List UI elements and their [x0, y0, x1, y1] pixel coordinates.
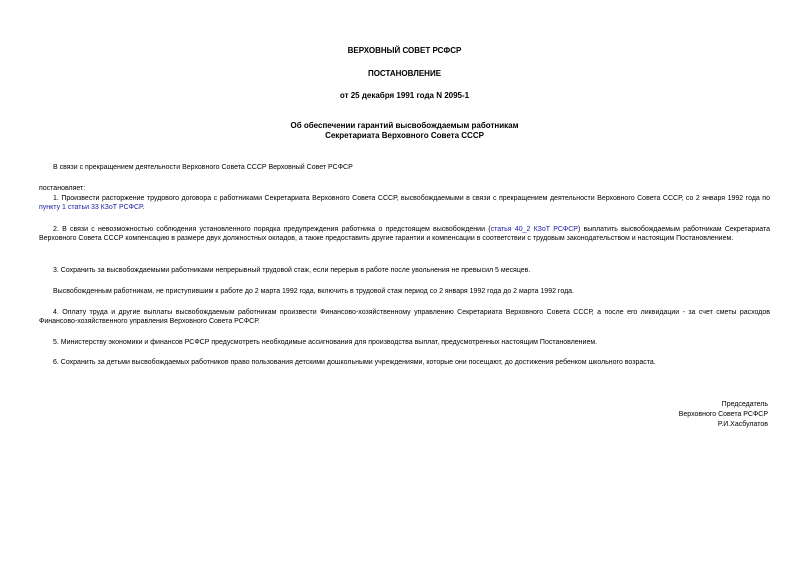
title-line-1: Об обеспечении гарантий высвобождаемым работникам: [290, 121, 519, 130]
paragraph-2: [39, 225, 770, 243]
paragraph-1: [39, 194, 770, 212]
signature-body: Верховного Совета РСФСР: [678, 411, 768, 418]
paragraph-5: 5. Министерству экономики и финансов РСФСР предусмотреть необходимые ассигнования для производства выплат, предусмотренных настоящим Постановлением.: [53, 339, 598, 346]
resolves-line: постановляет:: [39, 185, 86, 192]
paragraph-3b: Высвобожденным работникам, не приступившим к работе до 2 марта 1992 года, включить в трудовой стаж период со 2 января 1992 года до 2 марта 1992 года.: [53, 288, 574, 295]
preamble: В связи с прекращением деятельности Верховного Совета СССР Верховный Совет РСФСР: [53, 164, 353, 171]
signature-role: Председатель: [721, 401, 768, 408]
paragraph-1-text: 1. Произвести расторжение трудового договора с работниками Секретариата Верховного Совета СССР, высвобождаемыми в связи с прекращением деятельности Верховного Совета СССР, со 2 января 1992 года по: [53, 195, 770, 202]
signature-name: Р.И.Хасбулатов: [717, 421, 768, 428]
link-kzot-article-33[interactable]: пункту 1 статьи 33 КЗоТ РСФСР: [39, 204, 143, 211]
paragraph-1-end: .: [142, 204, 145, 211]
authority-heading: ВЕРХОВНЫЙ СОВЕТ РСФСР: [347, 46, 462, 55]
date-line: от 25 декабря 1991 года N 2095-1: [339, 91, 470, 100]
paragraph-6: 6. Сохранить за детьми высвобождаемых работников право пользования детскими дошкольными учреждениями, которые они посещают, до достижения ребенком школьного возраста.: [53, 359, 656, 366]
paragraph-2-end: ) выплатить высвобождаемым работникам Секретариата Верховного Совета СССР компенсацию в размере двух должностных окладов, а также предоставить другие гарантии и компенсации в соответствии с трудовым законодательством и настоящим Постановлением.: [39, 226, 770, 242]
document-page: [39, 0, 770, 571]
paragraph-2-text: 2. В связи с невозможностью соблюдения установленного порядка предупреждения работника о предстоящем высвобождении (: [53, 226, 491, 233]
link-kzot-article-40-2[interactable]: статья 40_2 КЗоТ РСФСР: [490, 226, 578, 233]
paragraph-4: 4. Оплату труда и другие выплаты высвобождаемым работникам произвести Финансово-хозяйственному управлению Секретариата Верховного Совета СССР, а после его ликвидации - за счет сметы расходов Финансово-хозяйственного управления Верховного Совета РСФСР.: [39, 309, 770, 325]
paragraph-3: 3. Сохранить за высвобождаемыми работниками непрерывный трудовой стаж, если перерыв в работе после увольнения не превысил 5 месяцев.: [53, 267, 531, 274]
title-line-2: Секретариата Верховного Совета СССР: [325, 131, 484, 140]
document-type-heading: ПОСТАНОВЛЕНИЕ: [367, 69, 442, 78]
